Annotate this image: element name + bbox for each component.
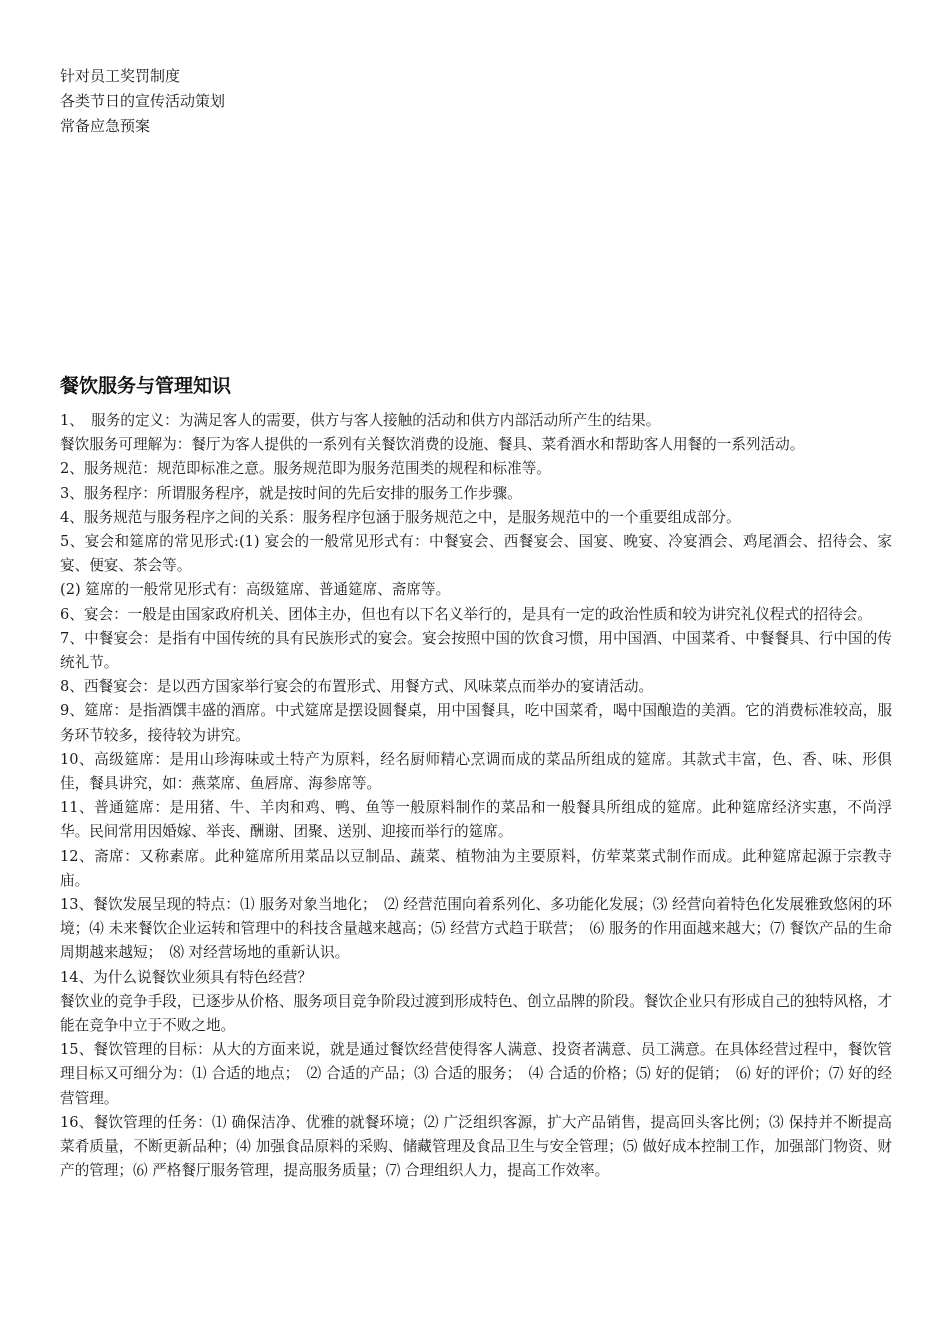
paragraph: 14、为什么说餐饮业须具有特色经营？	[60, 968, 313, 986]
section-title: 餐饮服务与管理知识	[60, 375, 232, 397]
paragraph: 13、餐饮发展呈现的特点：⑴ 服务对象当地化； ⑵ 经营范围向着系列化、多功能化发展；⑶ 经营向着特色化发展雅致悠闲的环境；⑷ 未来餐饮企业运转和管理中的科技含量越来越高；⑸ 经营方式趋于联营； ⑹ 服务的作用面越来越大；⑺ 餐饮产品的生命周期越来越短； ⑻ 对经营场地的重新认识。	[60, 896, 892, 962]
paragraph: 8、西餐宴会：是以西方国家举行宴会的布置形式、用餐方式、风味菜点而举办的宴请活动。	[60, 678, 654, 696]
paragraph: 12、斋席：又称素席。此种筵席所用菜品以豆制品、蔬菜、植物油为主要原料，仿荤菜菜式制作而成。此种筵席起源于宗教寺庙。	[60, 847, 892, 889]
paragraph: 2、服务规范：规范即标准之意。服务规范即为服务范围类的规程和标准等。	[60, 460, 551, 478]
header-item: 各类节日的宣传活动策划	[60, 92, 226, 110]
paragraph: 10、高级筵席：是用山珍海味或土特产为原料，经名厨师精心烹调而成的菜品所组成的筵席。其款式丰富，色、香、味、形俱佳，餐具讲究，如：燕菜席、鱼唇席、海参席等。	[60, 750, 892, 793]
paragraph: 15、餐饮管理的目标：从大的方面来说，就是通过餐饮经营使得客人满意、投资者满意、员工满意。在具体经营过程中，餐饮管理目标又可细分为：⑴ 合适的地点； ⑵ 合适的产品；⑶ 合适的服务； ⑷ 合适的价格；⑸ 好的促销； ⑹ 好的评价；⑺ 好的经营管理。	[60, 1041, 892, 1107]
paragraph: 餐饮业的竞争手段，已逐步从价格、服务项目竞争阶段过渡到形成特色、创立品牌的阶段。餐饮企业只有形成自己的独特风格，才能在竞争中立于不败之地。	[60, 992, 892, 1035]
paragraph: 16、餐饮管理的任务：⑴ 确保洁净、优雅的就餐环境；⑵ 广泛组织客源，扩大产品销售，提高回头客比例；⑶ 保持并不断提高菜肴质量，不断更新品种；⑷ 加强食品原料的采购、储藏管理及食品卫生与安全管理；⑸ 做好成本控制工作，加强部门物资、财产的管理；⑹ 严格餐厅服务管理，提高服务质量；⑺ 合理组织人力，提高工作效率。	[60, 1113, 892, 1180]
paragraph: (2) 筵席的一般常见形式有：高级筵席、普通筵席、斋席等。	[60, 581, 451, 599]
paragraph: 5、宴会和筵席的常见形式:(1) 宴会的一般常见形式有：中餐宴会、西餐宴会、国宴、晚宴、冷宴酒会、鸡尾酒会、招待会、家宴、便宴、茶会等。	[60, 533, 892, 575]
header-item: 常备应急预案	[60, 117, 151, 135]
paragraph: 6、宴会：一般是由国家政府机关、团体主办，但也有以下名义举行的，是具有一定的政治性质和较为讲究礼仪程式的招待会。	[60, 605, 872, 623]
paragraph: 1、 服务的定义：为满足客人的需要，供方与客人接触的活动和供方内部活动所产生的结果。	[60, 412, 661, 429]
paragraph: 11、普通筵席：是用猪、牛、羊肉和鸡、鸭、鱼等一般原料制作的菜品和一般餐具所组成的筵席。此种筵席经济实惠，不尚浮华。民间常用因婚嫁、举丧、酬谢、团聚、送别、迎接而举行的筵席。	[60, 799, 892, 841]
section-body	[60, 409, 892, 1184]
paragraph: 3、服务程序：所谓服务程序，就是按时间的先后安排的服务工作步骤。	[60, 484, 522, 502]
paragraph: 9、筵席：是指酒馔丰盛的酒席。中式筵席是摆设圆餐桌，用中国餐具，吃中国菜肴，喝中国酿造的美酒。它的消费标准较高，服务环节较多，接待较为讲究。	[60, 702, 892, 744]
header-item-list	[60, 64, 225, 139]
paragraph: 餐饮服务可理解为：餐厅为客人提供的一系列有关餐饮消费的设施、餐具、菜肴酒水和帮助客人用餐的一系列活动。	[60, 436, 805, 454]
header-item: 针对员工奖罚制度	[60, 67, 181, 85]
paragraph: 7、中餐宴会：是指有中国传统的具有民族形式的宴会。宴会按照中国的饮食习惯，用中国酒、中国菜肴、中餐餐具、行中国的传统礼节。	[60, 629, 892, 672]
paragraph: 4、服务规范与服务程序之间的关系：服务程序包涵于服务规范之中，是服务规范中的一个重要组成部分。	[60, 508, 741, 526]
